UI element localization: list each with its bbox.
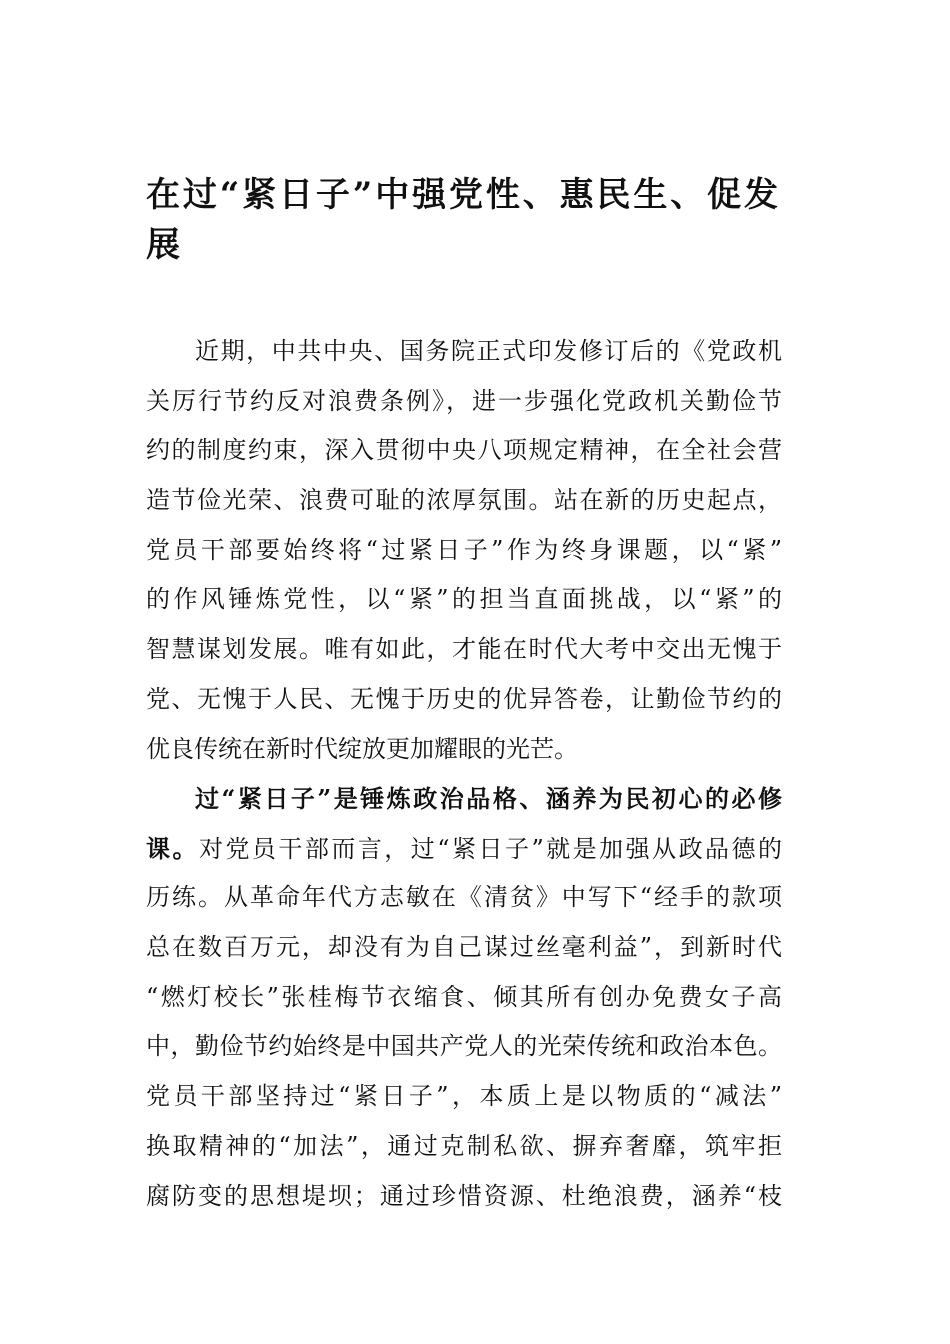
text-line [146, 824, 782, 874]
text-line: 智慧谋划发展。唯有如此，才能在时代大考中交出无愧于 [146, 635, 782, 664]
text-line: 总在数百万元，却没有为自己谋过丝毫利益”，到新时代 [146, 933, 782, 962]
text-line: 造节俭光荣、浪费可耻的浓厚氛围。站在新的历史起点， [146, 486, 782, 515]
bold-lead-tail: 课。 [146, 833, 199, 863]
text-segment: 对党员干部而言，过“紧日子”就是加强从政品德的 [198, 834, 783, 863]
text-line: 的作风锤炼党性，以“紧”的担当直面挑战，以“紧”的 [146, 585, 782, 614]
article-title [146, 170, 778, 270]
text-line: 约的制度约束，深入贯彻中央八项规定精神，在全社会营 [146, 436, 782, 465]
bold-lead-line: 过“紧日子”是锤炼政治品格、涵养为民初心的必修 [195, 784, 782, 813]
paragraph-2 [146, 774, 782, 1221]
text-line: 腐防变的思想堤坝；通过珍惜资源、杜绝浪费，涵养“枝 [146, 1181, 782, 1210]
text-line: “燃灯校长”张桂梅节衣缩食、倾其所有创办免费女子高 [146, 982, 782, 1011]
text-line: 党、无愧于人民、无愧于历史的优异答卷，让勤俭节约的 [146, 684, 782, 713]
paragraph-1 [146, 327, 782, 774]
text-line: 历练。从革命年代方志敏在《清贫》中写下“经手的款项 [146, 883, 782, 912]
text-line: 党员干部要始终将“过紧日子”作为终身课题，以“紧” [146, 535, 782, 564]
text-line: 近期，中共中央、国务院正式印发修订后的《党政机 [195, 337, 782, 365]
text-line: 关厉行节约反对浪费条例》，进一步强化党政机关勤俭节 [146, 386, 782, 415]
title-line: 在过“紧日子”中强党性、惠民生、促发 [146, 175, 778, 215]
text-line: 优良传统在新时代绽放更加耀眼的光芒。 [146, 734, 578, 763]
text-line: 换取精神的“加法”，通过克制私欲、摒弃奢靡，筑牢拒 [146, 1131, 782, 1160]
text-line: 党员干部坚持过“紧日子”，本质上是以物质的“减法” [146, 1082, 782, 1111]
title-line: 展 [146, 225, 180, 265]
text-line: 中，勤俭节约始终是中国共产党人的光荣传统和政治本色。 [146, 1032, 782, 1061]
